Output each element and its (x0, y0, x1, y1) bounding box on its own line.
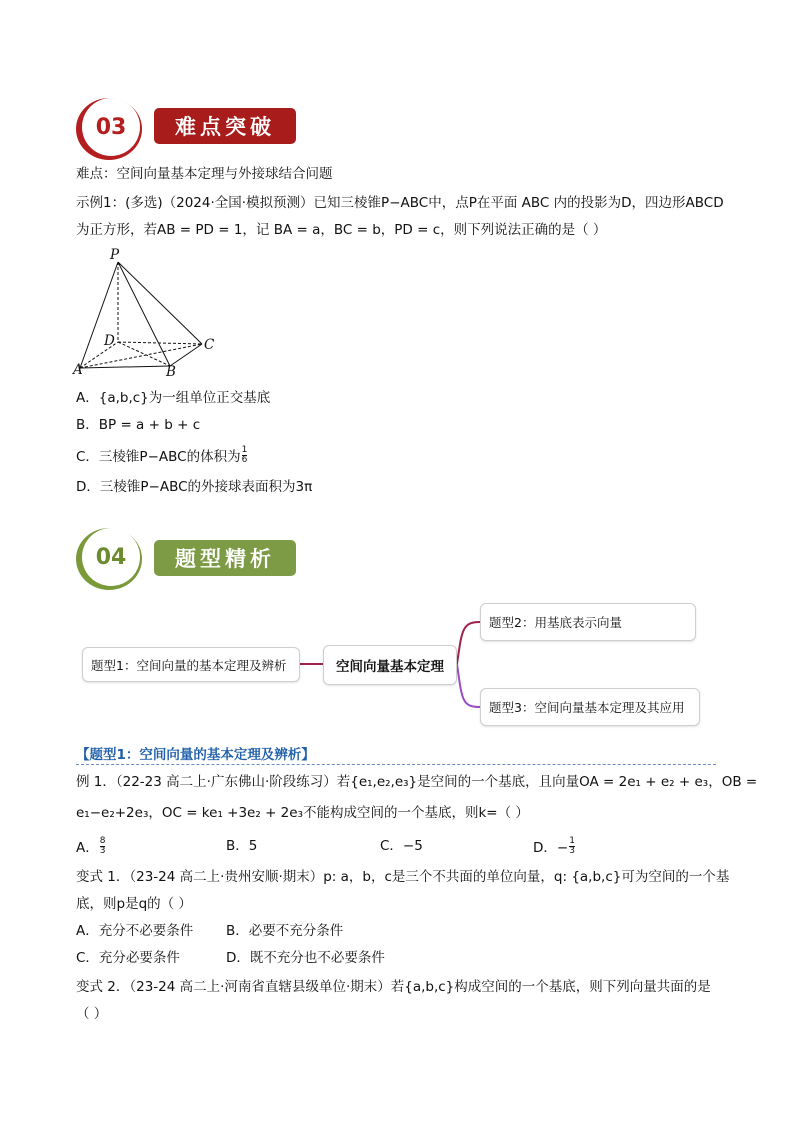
example1-option-c-text: C．三棱锥P−ABC的体积为 (76, 449, 241, 465)
type1-heading: 【题型1：空间向量的基本定理及辨析】 (76, 747, 315, 763)
ex1-option-b: B．5 (226, 838, 258, 854)
ex1-line2: e₁−e₂+2e₃，OC = ke₁ +3e₂ + 2e₃不能构成空间的一个基底，则k=（ ） (76, 805, 529, 821)
ex1-option-d-label: D．− (533, 840, 569, 856)
var1-option-c: C．充分必要条件 (76, 950, 180, 966)
var1-option-b: B．必要不充分条件 (226, 923, 344, 939)
ex1-option-a-frac (100, 837, 106, 856)
example1-line2: 为正方形，若AB = PD = 1，记 BA = a，BC = b，PD = c，则下列说法正确的是（ ） (76, 222, 607, 238)
type1-divider (76, 764, 716, 765)
section-03-title: 难点突破 (154, 108, 296, 144)
mindmap-top-right-node: 题型2：用基底表示向量 (480, 603, 696, 641)
example1-option-d: D．三棱锥P−ABC的外接球表面积为3π (76, 479, 313, 495)
mindmap-bottom-right-node: 题型3：空间向量基本定理及其应用 (480, 688, 700, 726)
example1-option-a: A．{a,b,c}为一组单位正交基底 (76, 390, 271, 406)
ex1-option-a-label: A． (76, 840, 99, 856)
var2-line2: （ ） (76, 1006, 108, 1022)
ex1-option-c: C．−5 (380, 838, 423, 854)
mindmap-center-node: 空间向量基本定理 (323, 645, 457, 685)
label-C: C (204, 337, 215, 353)
ex1-line1: 例 1．（22-23 高二上·广东佛山·阶段练习）若{e₁,e₂,e₃}是空间的一个基底，且向量OA = 2e₁ + e₂ + e₃，OB = (76, 774, 758, 790)
label-B: B (166, 364, 176, 380)
section-04-title: 题型精析 (154, 540, 296, 576)
label-P: P (110, 247, 120, 263)
frac-num: 1 (569, 835, 575, 846)
var1-line1: 变式 1．（23-24 高二上·贵州安顺·期末）p: a，b，c是三个不共面的单位向量，q: {a,b,c}可为空间的一个基 (76, 869, 730, 885)
frac-num: 8 (99, 835, 106, 846)
ex1-option-d (533, 834, 576, 858)
var1-option-a: A．充分不必要条件 (76, 923, 194, 939)
frac-den: 3 (569, 845, 575, 856)
mindmap-left-node: 题型1：空间向量的基本定理及辨析 (82, 647, 300, 682)
section-04-number: 04 (82, 528, 140, 586)
difficulty-line: 难点：空间向量基本定理与外接球结合问题 (76, 166, 333, 182)
frac-den: 6 (241, 454, 248, 465)
frac-num: 1 (241, 444, 248, 455)
ex1-option-d-frac (569, 837, 575, 856)
var2-line1: 变式 2．（23-24 高二上·河南省直辖县级单位·期末）若{a,b,c}构成空间的一个基底，则下列向量共面的是 (76, 979, 711, 995)
var1-option-d: D．既不充分也不必要条件 (226, 950, 385, 966)
var1-line2: 底，则p是q的（ ） (76, 896, 192, 912)
example1-line1: 示例1：(多选)（2024·全国·模拟预测）已知三棱锥P−ABC中，点P在平面 ABC 内的投影为D，四边形ABCD (76, 195, 724, 211)
label-A: A (73, 362, 83, 378)
ex1-option-a (76, 834, 106, 858)
example1-option-b: B．BP = a + b + c (76, 417, 201, 433)
frac-den: 3 (99, 845, 106, 856)
section-03-number: 03 (82, 98, 140, 156)
label-D: D (104, 333, 115, 349)
